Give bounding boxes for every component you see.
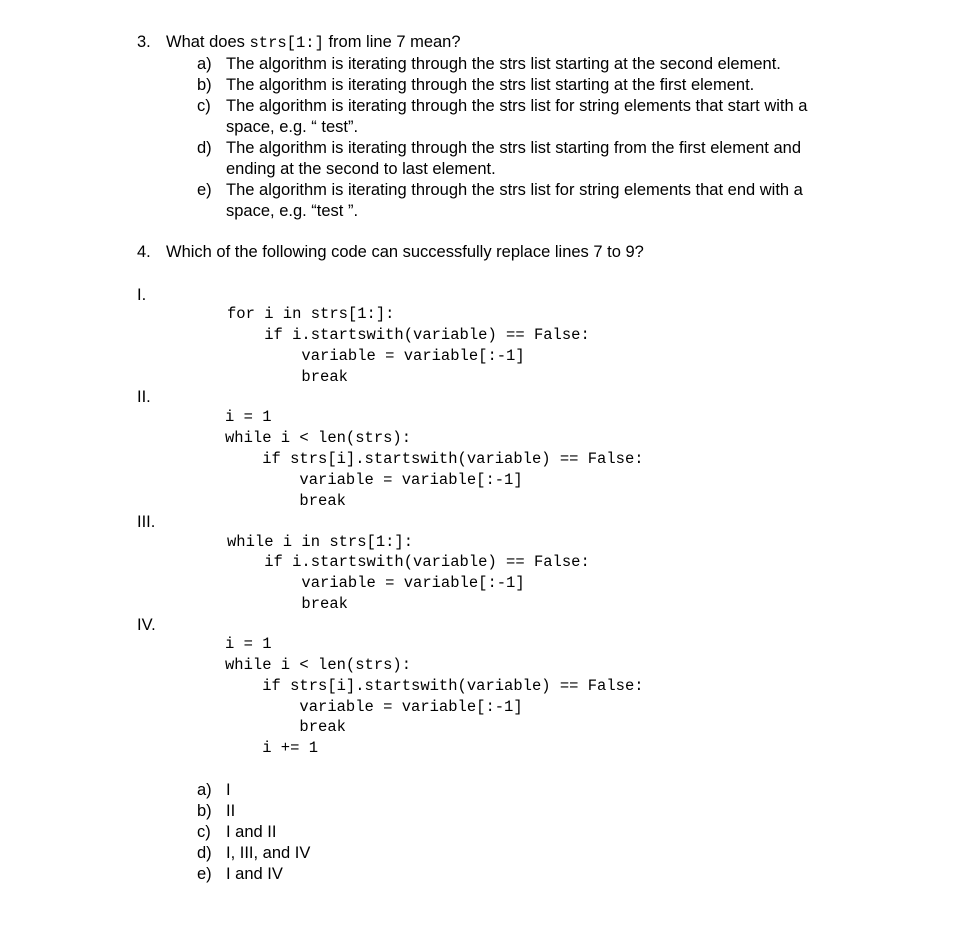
snippet-3-label: III. (137, 513, 156, 531)
question-4-number: 4. (137, 243, 151, 261)
snippet-1-line-3: variable = variable[:-1] (227, 347, 525, 365)
q4-answer-a-letter: a) (197, 781, 212, 799)
q4-answer-d-text: I, III, and IV (226, 844, 311, 862)
q3-option-c-text-line1: The algorithm is iterating through the strs list for string elements that start with a (226, 97, 808, 115)
q3-option-d-letter: d) (197, 139, 212, 157)
q4-answer-c-text: I and II (226, 823, 277, 841)
question-3-text-before: What does (166, 33, 250, 51)
snippet-2-label: II. (137, 388, 151, 406)
snippet-4-line-2: while i < len(strs): (225, 656, 412, 674)
q3-option-e-text-line2: space, e.g. “test ”. (226, 202, 359, 220)
q3-option-b-text: The algorithm is iterating through the strs list starting at the first element. (226, 76, 755, 94)
snippet-1-line-2: if i.startswith(variable) == False: (227, 326, 590, 344)
snippet-2-line-1: i = 1 (225, 408, 272, 426)
snippet-2-line-3: if strs[i].startswith(variable) == False: (225, 450, 644, 468)
question-3-text (166, 33, 461, 52)
snippet-4-line-1: i = 1 (225, 635, 272, 653)
snippet-4-line-5: break (225, 718, 346, 736)
snippet-1-line-1: for i in strs[1:]: (227, 305, 395, 323)
snippet-3-line-2: if i.startswith(variable) == False: (227, 553, 590, 571)
question-3-text-after: from line 7 mean? (323, 33, 461, 51)
snippet-4-line-3: if strs[i].startswith(variable) == False: (225, 677, 644, 695)
snippet-3-line-4: break (227, 595, 348, 613)
snippet-2-line-2: while i < len(strs): (225, 429, 412, 447)
q3-option-c-text-line2: space, e.g. “ test”. (226, 118, 359, 136)
snippet-4-line-6: i += 1 (225, 739, 319, 757)
question-3-number: 3. (137, 33, 151, 51)
question-3-code: strs[1:] (249, 34, 324, 52)
q3-option-d-text-line1: The algorithm is iterating through the strs list starting from the first element and (226, 139, 802, 157)
snippet-3-line-3: variable = variable[:-1] (227, 574, 525, 592)
snippet-2-line-4: variable = variable[:-1] (225, 471, 523, 489)
snippet-2-line-5: break (225, 492, 346, 510)
snippet-1-label: I. (137, 286, 147, 304)
q4-answer-d-letter: d) (197, 844, 212, 862)
q4-answer-a-text: I (226, 781, 231, 799)
q4-answer-b-text: II (226, 802, 236, 820)
q4-answer-b-letter: b) (197, 802, 212, 820)
q3-option-e-letter: e) (197, 181, 212, 199)
q4-answer-e-letter: e) (197, 865, 212, 883)
snippet-1-line-4: break (227, 368, 348, 386)
q3-option-e-text-line1: The algorithm is iterating through the strs list for string elements that end with a (226, 181, 803, 199)
q3-option-b-letter: b) (197, 76, 212, 94)
snippet-4-line-4: variable = variable[:-1] (225, 698, 523, 716)
snippet-4-label: IV. (137, 616, 156, 634)
q4-answer-c-letter: c) (197, 823, 211, 841)
question-4-text: Which of the following code can successfully replace lines 7 to 9? (166, 243, 644, 261)
snippet-3-line-1: while i in strs[1:]: (227, 533, 414, 551)
q3-option-a-letter: a) (197, 55, 212, 73)
q4-answer-e-text: I and IV (226, 865, 283, 883)
q3-option-d-text-line2: ending at the second to last element. (226, 160, 496, 178)
q3-option-c-letter: c) (197, 97, 211, 115)
q3-option-a-text: The algorithm is iterating through the strs list starting at the second element. (226, 55, 781, 73)
